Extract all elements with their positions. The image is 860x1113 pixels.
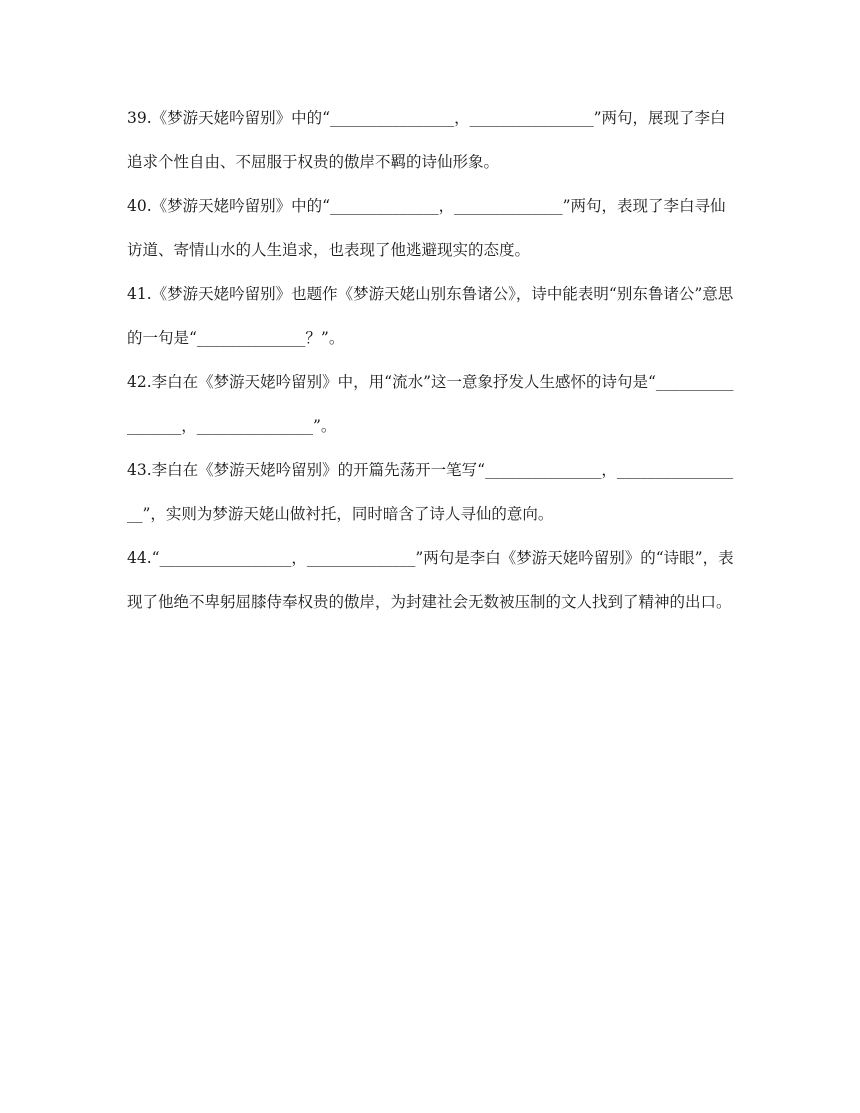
question-41: 41.《梦游天姥吟留别》也题作《梦游天姥山别东鲁诸公》，诗中能表明“别东鲁诸公”意思的一句是“______________？”。 [127,285,734,347]
question-44: 44.“_________________，______________”两句是李白《梦游天姥吟留别》的“诗眼”，表现了他绝不卑躬屈膝侍奉权贵的傲岸，为封建社会无数被压制的文人找到了精神的出口。 [127,549,734,611]
question-39: 39.《梦游天姥吟留别》中的“________________，________________”两句，展现了李白追求个性自由、不屈服于权贵的傲岸不羁的诗仙形象。 [127,109,726,171]
question-40: 40.《梦游天姥吟留别》中的“______________，______________”两句，表现了李白寻仙访道、寄情山水的人生追求，也表现了他逃避现实的态度。 [127,197,726,259]
question-list [127,96,739,624]
question-43: 43.李白在《梦游天姥吟留别》的开篇先荡开一笔写“_______________，_________________”，实则为梦游天姥山做衬托，同时暗含了诗人寻仙的意向。 [127,461,734,523]
question-42: 42.李白在《梦游天姥吟留别》中，用“流水”这一意象抒发人生感怀的诗句是“_________________，_______________”。 [127,373,734,435]
